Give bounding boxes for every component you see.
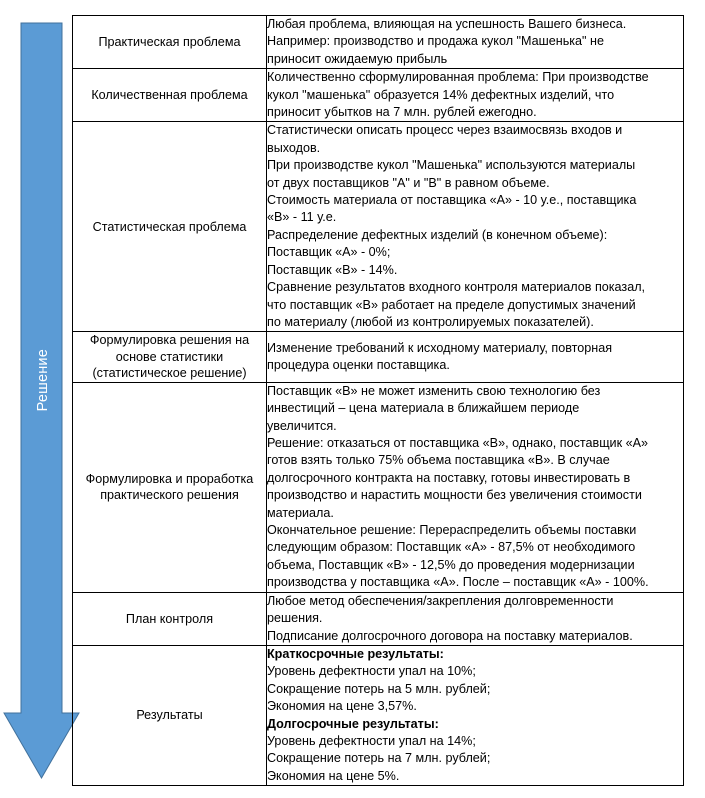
detail-line: «В» - 11 у.е. [267,210,337,225]
stage-detail-cell [267,382,684,592]
stage-detail-cell [267,645,684,785]
detail-line: Поставщик «А» - 0%; [267,245,391,260]
stage-detail-cell [267,332,684,383]
six-sigma-stage-table [72,15,684,786]
table-body [73,16,684,786]
stage-detail-cell [267,16,684,69]
detail-line: приносит ожидаемую прибыль [267,51,448,66]
detail-heading-line: Долгосрочные результаты: [267,716,439,731]
stage-label-cell: Результаты [73,645,267,785]
table-row [73,592,684,645]
stage-label-cell: Формулировка решения на основе статистики (статистическое решение) [73,332,267,383]
detail-line: Поставщик «В» не может изменить свою технологию без [267,383,601,398]
stage-label-cell: Формулировка и проработка практического решения [73,382,267,592]
detail-line: от двух поставщиков "А" и "В" в равном объеме. [267,175,550,190]
arrow-label: Решение [35,348,51,412]
detail-line: следующим образом: Поставщик «А» - 87,5% от необходимого [267,540,636,555]
detail-line: выходов. [267,140,321,155]
detail-line: Уровень дефектности упал на 10%; [267,664,476,679]
detail-line: что поставщик «В» работает на пределе допустимых значений [267,297,636,312]
detail-line: Изменение требований к исходному материалу, повторная [267,340,613,355]
detail-line: Сокращение потерь на 5 млн. рублей; [267,681,491,696]
detail-line: кукол "машенька" образуется 14% дефектных изделий, что [267,87,615,102]
detail-line: Сравнение результатов входного контроля материалов показал, [267,280,646,295]
detail-line: Экономия на цене 5%. [267,768,400,783]
table-row [73,122,684,332]
table-row [73,382,684,592]
detail-line: материала. [267,505,334,520]
detail-line: При производстве кукол "Машенька" используются материалы [267,158,636,173]
stage-label-cell: Количественная проблема [73,69,267,122]
stage-label-cell: План контроля [73,592,267,645]
detail-line: Любая проблема, влияющая на успешность Вашего бизнеса. [267,17,627,31]
table-row [73,332,684,383]
table-row [73,16,684,69]
stage-detail-cell [267,592,684,645]
detail-line: приносит убытков на 7 млн. рублей ежегодно. [267,105,537,120]
stage-detail-cell [267,122,684,332]
detail-line: Сокращение потерь на 7 млн. рублей; [267,751,491,766]
detail-line: увеличится. [267,418,337,433]
detail-line: Статистически описать процесс через взаимосвязь входов и [267,123,623,138]
stage-label-cell: Статистическая проблема [73,122,267,332]
detail-line: Количественно сформулированная проблема: При производстве [267,70,649,85]
detail-line: инвестиций – цена материала в ближайшем периоде [267,401,580,416]
detail-line: процедура оценки поставщика. [267,358,450,373]
detail-line: Уровень дефектности упал на 14%; [267,733,476,748]
detail-line: производства у поставщика «А». После – поставщик «А» - 100%. [267,575,649,590]
table-row [73,645,684,785]
stage-detail-cell [267,69,684,122]
detail-line: Стоимость материала от поставщика «А» - 10 у.е., поставщика [267,193,637,208]
detail-line: по материалу (любой из контролируемых показателей). [267,314,594,329]
detail-line: Распределение дефектных изделий (в конечном объеме): [267,227,608,242]
detail-line: объема, Поставщик «В» - 12,5% до проведения модернизации [267,557,635,572]
stage-label-cell: Практическая проблема [73,16,267,69]
detail-line: производство и нарастить мощности без увеличения стоимости [267,488,642,503]
detail-line: долгосрочного контракта на поставку, готовы инвестировать в [267,470,631,485]
detail-line: Подписание долгосрочного договора на поставку материалов. [267,628,633,643]
detail-line: Любое метод обеспечения/закрепления долговременности [267,593,614,608]
detail-line: готов взять только 75% объема поставщика «В». В случае [267,453,610,468]
detail-line: Например: производство и продажа кукол "Машенька" не [267,34,604,49]
table-row [73,69,684,122]
detail-line: Поставщик «В» - 14%. [267,262,398,277]
detail-line: Решение: отказаться от поставщика «В», однако, поставщик «А» [267,436,649,451]
detail-heading-line: Краткосрочные результаты: [267,646,444,661]
detail-line: решения. [267,611,323,626]
detail-line: Экономия на цене 3,57%. [267,699,417,714]
detail-line: Окончательное решение: Перераспределить объемы поставки [267,523,637,538]
